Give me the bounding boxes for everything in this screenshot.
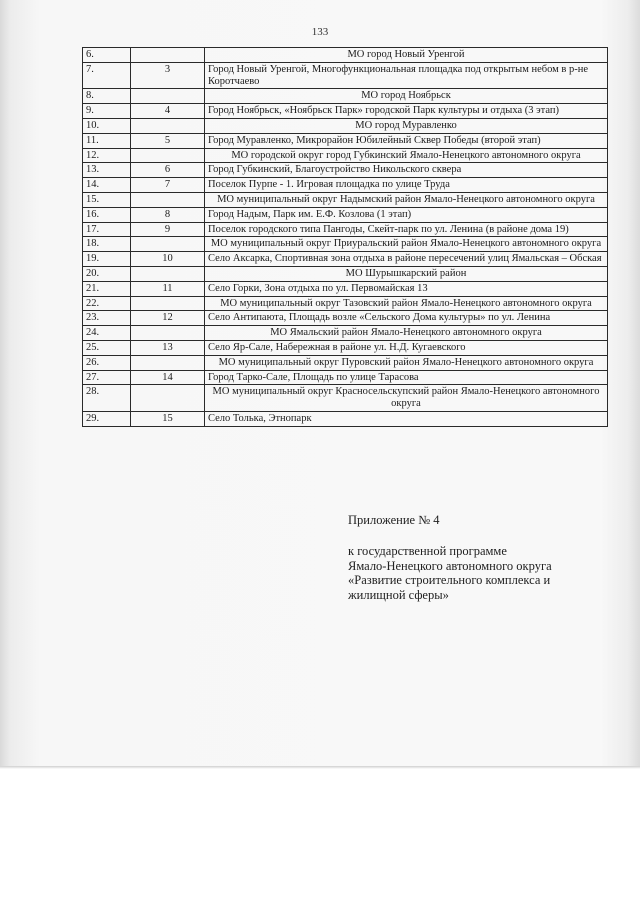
row-number: 27. — [83, 370, 131, 385]
row-number: 12. — [83, 148, 131, 163]
project-description: Поселок городского типа Пангоды, Скейт-парк по ул. Ленина (в районе дома 19) — [205, 222, 608, 237]
appendix-title: Приложение № 4 — [348, 513, 440, 527]
project-description: Город Муравленко, Микрорайон Юбилейный Сквер Победы (второй этап) — [205, 133, 608, 148]
project-number — [131, 192, 205, 207]
project-number: 12 — [131, 311, 205, 326]
municipality-name: МО муниципальный округ Приуральский район Ямало-Ненецкого автономного округа — [205, 237, 608, 252]
table-row — [83, 222, 608, 237]
row-number: 19. — [83, 252, 131, 267]
row-number: 24. — [83, 326, 131, 341]
row-number: 14. — [83, 178, 131, 193]
row-number: 10. — [83, 118, 131, 133]
municipality-name: МО город Новый Уренгой — [205, 48, 608, 63]
page-number: 133 — [311, 26, 329, 38]
table-row-district-header — [83, 355, 608, 370]
table-row — [83, 370, 608, 385]
project-number: 8 — [131, 207, 205, 222]
row-number: 18. — [83, 237, 131, 252]
table-row-district-header — [83, 89, 608, 104]
row-number: 23. — [83, 311, 131, 326]
table-row-district-header — [83, 237, 608, 252]
row-number: 13. — [83, 163, 131, 178]
table-row-district-header — [83, 48, 608, 63]
table-row-district-header — [83, 296, 608, 311]
project-number — [131, 237, 205, 252]
table-row — [83, 411, 608, 426]
table-row — [83, 62, 608, 89]
row-number: 8. — [83, 89, 131, 104]
project-description: Село Яр-Сале, Набережная в районе ул. Н.Д. Кугаевского — [205, 340, 608, 355]
table-row-district-header — [83, 192, 608, 207]
municipality-name: МО муниципальный округ Тазовский район Ямало-Ненецкого автономного округа — [205, 296, 608, 311]
project-description: Город Новый Уренгой, Многофункциональная площадка под открытым небом в р-не Коротчаево — [205, 62, 608, 89]
row-number: 22. — [83, 296, 131, 311]
table-row-district-header — [83, 266, 608, 281]
project-number — [131, 355, 205, 370]
row-number: 9. — [83, 104, 131, 119]
project-number: 3 — [131, 62, 205, 89]
project-number — [131, 48, 205, 63]
project-number — [131, 266, 205, 281]
table-row-district-header — [83, 385, 608, 412]
row-number: 20. — [83, 266, 131, 281]
table-row-district-header — [83, 148, 608, 163]
municipality-name: МО Ямальский район Ямало-Ненецкого автономного округа — [205, 326, 608, 341]
table-row-district-header — [83, 118, 608, 133]
table-row — [83, 104, 608, 119]
row-number: 26. — [83, 355, 131, 370]
municipality-name: МО муниципальный округ Надымский район Ямало-Ненецкого автономного округа — [205, 192, 608, 207]
project-number: 9 — [131, 222, 205, 237]
municipality-name: МО город Ноябрьск — [205, 89, 608, 104]
scan-edge — [0, 766, 640, 769]
project-number: 10 — [131, 252, 205, 267]
table-row — [83, 252, 608, 267]
row-number: 17. — [83, 222, 131, 237]
project-number: 7 — [131, 178, 205, 193]
project-number: 11 — [131, 281, 205, 296]
row-number: 16. — [83, 207, 131, 222]
table-row — [83, 340, 608, 355]
row-number: 7. — [83, 62, 131, 89]
projects-table — [82, 47, 608, 427]
project-number — [131, 89, 205, 104]
project-description: Село Горки, Зона отдыха по ул. Первомайская 13 — [205, 281, 608, 296]
municipality-name: МО муниципальный округ Красносельскупский район Ямало-Ненецкого автономного округа — [205, 385, 608, 412]
project-description: Село Толька, Этнопарк — [205, 411, 608, 426]
project-number: 4 — [131, 104, 205, 119]
table-row-district-header — [83, 326, 608, 341]
project-description: Город Тарко-Сале, Площадь по улице Тарасова — [205, 370, 608, 385]
appendix-caption — [348, 544, 593, 602]
table-row — [83, 311, 608, 326]
municipality-name: МО город Муравленко — [205, 118, 608, 133]
project-number: 14 — [131, 370, 205, 385]
table-row — [83, 163, 608, 178]
project-number — [131, 385, 205, 412]
appendix-line-4: жилищной сферы» — [348, 587, 449, 602]
project-description: Село Аксарка, Спортивная зона отдыха в районе пересечений улиц Ямальская – Обская — [205, 252, 608, 267]
project-number — [131, 326, 205, 341]
project-number: 5 — [131, 133, 205, 148]
appendix-line-2: Ямало-Ненецкого автономного округа — [348, 558, 552, 573]
appendix-line-1: к государственной программе — [348, 544, 507, 558]
row-number: 21. — [83, 281, 131, 296]
project-description: Город Губкинский, Благоустройство Никольского сквера — [205, 163, 608, 178]
project-description: Село Антипаюта, Площадь возле «Сельского Дома культуры» по ул. Ленина — [205, 311, 608, 326]
table-row — [83, 281, 608, 296]
row-number: 25. — [83, 340, 131, 355]
project-number — [131, 148, 205, 163]
project-description: Поселок Пурпе - 1. Игровая площадка по улице Труда — [205, 178, 608, 193]
project-number — [131, 296, 205, 311]
municipality-name: МО Шурышкарский район — [205, 266, 608, 281]
row-number: 29. — [83, 411, 131, 426]
municipality-name: МО городской округ город Губкинский Ямало-Ненецкого автономного округа — [205, 148, 608, 163]
project-description: Город Ноябрьск, «Ноябрьск Парк» городской Парк культуры и отдыха (3 этап) — [205, 104, 608, 119]
row-number: 11. — [83, 133, 131, 148]
appendix-line-3: «Развитие строительного комплекса и — [348, 573, 551, 587]
project-description: Город Надым, Парк им. Е.Ф. Козлова (1 этап) — [205, 207, 608, 222]
row-number: 6. — [83, 48, 131, 63]
table-row — [83, 178, 608, 193]
table-row — [83, 207, 608, 222]
row-number: 15. — [83, 192, 131, 207]
projects-table-body — [83, 48, 608, 427]
municipality-name: МО муниципальный округ Пуровский район Ямало-Ненецкого автономного округа — [205, 355, 608, 370]
project-number — [131, 118, 205, 133]
table-row — [83, 133, 608, 148]
project-number: 6 — [131, 163, 205, 178]
project-number: 13 — [131, 340, 205, 355]
project-number: 15 — [131, 411, 205, 426]
row-number: 28. — [83, 385, 131, 412]
